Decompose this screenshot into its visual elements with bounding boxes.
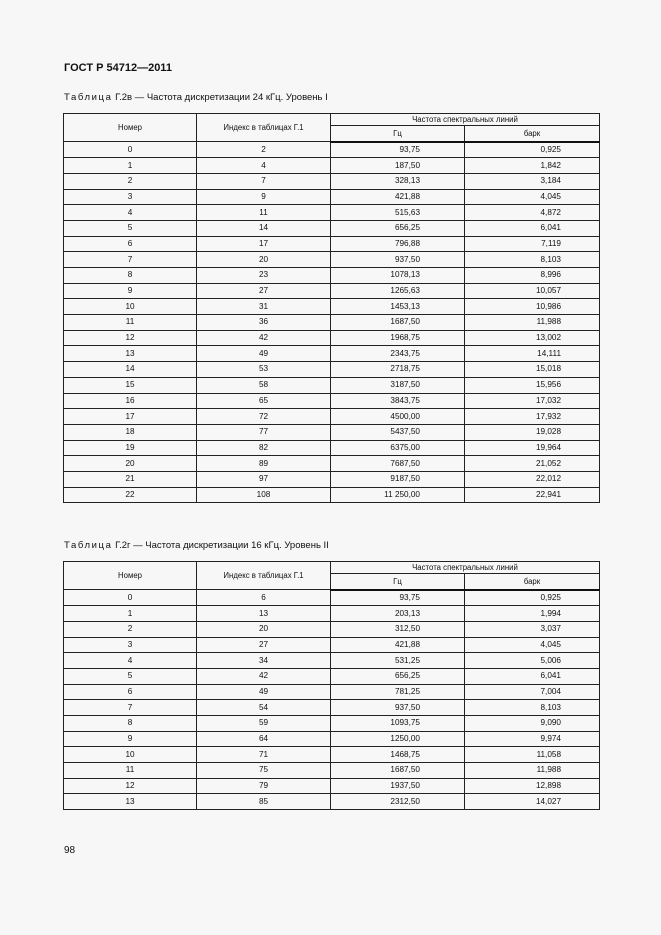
table2-number-cell: 12 xyxy=(64,778,197,794)
table2-header-index: Индекс в таблицах Г.1 xyxy=(197,562,331,590)
table1-bark-cell: 19,028 xyxy=(465,424,600,440)
table2-hz-cell: 93,75 xyxy=(331,590,465,606)
table1-header-number: Номер xyxy=(64,114,197,142)
table2-number-cell: 3 xyxy=(64,637,197,653)
table1-bark-cell: 0,925 xyxy=(465,142,600,158)
table1-number-cell: 2 xyxy=(64,173,197,189)
table1-hz-cell: 2343,75 xyxy=(331,346,465,362)
table2-hz-cell: 312,50 xyxy=(331,621,465,637)
table1-hz-cell: 515,63 xyxy=(331,205,465,221)
table1-index-cell: 4 xyxy=(197,158,331,174)
table1-hz-cell: 1453,13 xyxy=(331,299,465,315)
table1-hz-cell: 5437,50 xyxy=(331,424,465,440)
table1-index-cell: 20 xyxy=(197,252,331,268)
table2-hz-cell: 531,25 xyxy=(331,653,465,669)
table1-hz-cell: 7687,50 xyxy=(331,456,465,472)
table1-bark-cell: 10,986 xyxy=(465,299,600,315)
table1-row xyxy=(64,189,600,205)
table1-header-frequency: Частота спектральных линий xyxy=(331,114,600,126)
table1-bark-cell: 17,932 xyxy=(465,409,600,425)
table1-bark-cell: 7,119 xyxy=(465,236,600,252)
table1-bark-cell: 4,872 xyxy=(465,205,600,221)
page-number: 98 xyxy=(64,845,76,856)
table1-bark-cell: 4,045 xyxy=(465,189,600,205)
table1-row xyxy=(64,158,600,174)
table1-hz-cell: 93,75 xyxy=(331,142,465,158)
table1-hz-cell: 9187,50 xyxy=(331,471,465,487)
table1-index-cell: 77 xyxy=(197,424,331,440)
table1-bark-cell: 15,018 xyxy=(465,362,600,378)
table2-index-cell: 6 xyxy=(197,590,331,606)
table1-index-cell: 53 xyxy=(197,362,331,378)
table2-index-cell: 49 xyxy=(197,684,331,700)
table2-index-cell: 54 xyxy=(197,700,331,716)
table2-index-cell: 42 xyxy=(197,668,331,684)
table1-number-cell: 22 xyxy=(64,487,197,503)
table2-row xyxy=(64,590,600,606)
table2-caption xyxy=(64,540,329,551)
table2-index-cell: 71 xyxy=(197,747,331,763)
table1-row xyxy=(64,268,600,284)
table2-number-cell: 2 xyxy=(64,621,197,637)
table1-index-cell: 58 xyxy=(197,377,331,393)
table2-header-bark: барк xyxy=(465,574,600,590)
table1-hz-cell: 1968,75 xyxy=(331,330,465,346)
table1-caption-label: Таблица xyxy=(64,92,113,103)
table1-hz-cell: 421,88 xyxy=(331,189,465,205)
table2-bark-cell: 9,090 xyxy=(465,716,600,732)
table1-hz-cell: 3843,75 xyxy=(331,393,465,409)
table2-number-cell: 4 xyxy=(64,653,197,669)
table2-index-cell: 13 xyxy=(197,606,331,622)
table2-hz-cell: 1687,50 xyxy=(331,763,465,779)
table2-row xyxy=(64,747,600,763)
table2-number-cell: 10 xyxy=(64,747,197,763)
table1-bark-cell: 22,012 xyxy=(465,471,600,487)
table1-bark-cell: 15,956 xyxy=(465,377,600,393)
table1-number-cell: 15 xyxy=(64,377,197,393)
table1-bark-cell: 14,111 xyxy=(465,346,600,362)
table2-number-cell: 6 xyxy=(64,684,197,700)
table2-body xyxy=(64,590,600,810)
table1-number-cell: 5 xyxy=(64,220,197,236)
table1-bark-cell: 19,964 xyxy=(465,440,600,456)
table1-index-cell: 23 xyxy=(197,268,331,284)
table1-index-cell: 82 xyxy=(197,440,331,456)
table1-index-cell: 17 xyxy=(197,236,331,252)
table2-row xyxy=(64,778,600,794)
table1-number-cell: 9 xyxy=(64,283,197,299)
table1-row xyxy=(64,283,600,299)
table2-number-cell: 5 xyxy=(64,668,197,684)
table2-bark-cell: 3,037 xyxy=(465,621,600,637)
table1-bark-cell: 10,057 xyxy=(465,283,600,299)
table2-number-cell: 8 xyxy=(64,716,197,732)
table2-number-cell: 7 xyxy=(64,700,197,716)
table1-bark-cell: 13,002 xyxy=(465,330,600,346)
table2-bark-cell: 9,974 xyxy=(465,731,600,747)
table2-index-cell: 75 xyxy=(197,763,331,779)
table1-number-cell: 11 xyxy=(64,315,197,331)
table2-hz-cell: 781,25 xyxy=(331,684,465,700)
table1-row xyxy=(64,236,600,252)
table1-row xyxy=(64,471,600,487)
table2-caption-label: Таблица xyxy=(64,540,113,551)
table1-bark-cell: 17,032 xyxy=(465,393,600,409)
table1-bark-cell: 6,041 xyxy=(465,220,600,236)
table2-header-frequency: Частота спектральных линий xyxy=(331,562,600,574)
table1-number-cell: 0 xyxy=(64,142,197,158)
table2-hz-cell: 937,50 xyxy=(331,700,465,716)
table1-row xyxy=(64,440,600,456)
table1-row xyxy=(64,299,600,315)
table1-index-cell: 14 xyxy=(197,220,331,236)
table1-number-cell: 21 xyxy=(64,471,197,487)
table1-number-cell: 13 xyxy=(64,346,197,362)
table2-index-cell: 79 xyxy=(197,778,331,794)
table1-number-cell: 14 xyxy=(64,362,197,378)
table1-hz-cell: 656,25 xyxy=(331,220,465,236)
table1-bark-cell: 21,052 xyxy=(465,456,600,472)
page-header: ГОСТ Р 54712—2011 xyxy=(64,62,172,74)
table2-bark-cell: 0,925 xyxy=(465,590,600,606)
table2-row xyxy=(64,763,600,779)
table2 xyxy=(63,561,600,810)
table2-hz-cell: 2312,50 xyxy=(331,794,465,810)
table2-row xyxy=(64,637,600,653)
table2-bark-cell: 11,988 xyxy=(465,763,600,779)
table1-row xyxy=(64,487,600,503)
table2-bark-cell: 1,994 xyxy=(465,606,600,622)
table1-number-cell: 12 xyxy=(64,330,197,346)
table2-row xyxy=(64,731,600,747)
table1-index-cell: 7 xyxy=(197,173,331,189)
table1-hz-cell: 11 250,00 xyxy=(331,487,465,503)
table1-number-cell: 7 xyxy=(64,252,197,268)
table1-row xyxy=(64,315,600,331)
table1-row xyxy=(64,456,600,472)
table2-hz-cell: 1937,50 xyxy=(331,778,465,794)
table2-caption-text: Г.2г — Частота дискретизации 16 кГц. Уровень II xyxy=(112,540,329,551)
table1-row xyxy=(64,173,600,189)
table1-index-cell: 89 xyxy=(197,456,331,472)
table1-index-cell: 97 xyxy=(197,471,331,487)
table1-index-cell: 31 xyxy=(197,299,331,315)
table1-hz-cell: 4500,00 xyxy=(331,409,465,425)
table1-hz-cell: 3187,50 xyxy=(331,377,465,393)
table2-row xyxy=(64,653,600,669)
table1-number-cell: 19 xyxy=(64,440,197,456)
table1-bark-cell: 1,842 xyxy=(465,158,600,174)
table1-header-bark: барк xyxy=(465,126,600,142)
table1-hz-cell: 796,88 xyxy=(331,236,465,252)
table2-index-cell: 27 xyxy=(197,637,331,653)
table2-number-cell: 0 xyxy=(64,590,197,606)
table2-index-cell: 64 xyxy=(197,731,331,747)
table1-index-cell: 36 xyxy=(197,315,331,331)
table2-row xyxy=(64,621,600,637)
table1-caption-text: Г.2в — Частота дискретизации 24 кГц. Уровень I xyxy=(112,92,328,103)
table2-index-cell: 34 xyxy=(197,653,331,669)
table1-hz-cell: 187,50 xyxy=(331,158,465,174)
table1-row xyxy=(64,362,600,378)
table2-row xyxy=(64,716,600,732)
table1-hz-cell: 1265,63 xyxy=(331,283,465,299)
table1-hz-cell: 328,13 xyxy=(331,173,465,189)
table1-number-cell: 18 xyxy=(64,424,197,440)
table1-header-index: Индекс в таблицах Г.1 xyxy=(197,114,331,142)
table1-index-cell: 108 xyxy=(197,487,331,503)
table1-index-cell: 72 xyxy=(197,409,331,425)
table2-number-cell: 1 xyxy=(64,606,197,622)
table2-number-cell: 9 xyxy=(64,731,197,747)
table2-bark-cell: 6,041 xyxy=(465,668,600,684)
table1-hz-cell: 2718,75 xyxy=(331,362,465,378)
table1-row xyxy=(64,330,600,346)
table1-header-hz: Гц xyxy=(331,126,465,142)
table1-row xyxy=(64,409,600,425)
table2-row xyxy=(64,668,600,684)
table2-hz-cell: 1093,75 xyxy=(331,716,465,732)
table1-index-cell: 2 xyxy=(197,142,331,158)
table1-bark-cell: 8,103 xyxy=(465,252,600,268)
table1-row xyxy=(64,252,600,268)
table1-row xyxy=(64,377,600,393)
table1-index-cell: 65 xyxy=(197,393,331,409)
table1-number-cell: 16 xyxy=(64,393,197,409)
table1-number-cell: 20 xyxy=(64,456,197,472)
table1-row xyxy=(64,142,600,158)
table1-bark-cell: 8,996 xyxy=(465,268,600,284)
table1-number-cell: 6 xyxy=(64,236,197,252)
table1-number-cell: 10 xyxy=(64,299,197,315)
table1-row xyxy=(64,220,600,236)
table1-bark-cell: 22,941 xyxy=(465,487,600,503)
table1 xyxy=(63,113,600,503)
table2-row xyxy=(64,700,600,716)
table1-number-cell: 3 xyxy=(64,189,197,205)
table2-index-cell: 85 xyxy=(197,794,331,810)
table1-number-cell: 4 xyxy=(64,205,197,221)
table2-number-cell: 11 xyxy=(64,763,197,779)
table1-hz-cell: 6375,00 xyxy=(331,440,465,456)
table1-row xyxy=(64,424,600,440)
table1-number-cell: 1 xyxy=(64,158,197,174)
table1-row xyxy=(64,346,600,362)
table1-caption xyxy=(64,92,328,103)
table2-bark-cell: 11,058 xyxy=(465,747,600,763)
table2-bark-cell: 8,103 xyxy=(465,700,600,716)
table2-bark-cell: 7,004 xyxy=(465,684,600,700)
table1-index-cell: 9 xyxy=(197,189,331,205)
table2-hz-cell: 1468,75 xyxy=(331,747,465,763)
table1-bark-cell: 11,988 xyxy=(465,315,600,331)
table1-row xyxy=(64,393,600,409)
table1-index-cell: 49 xyxy=(197,346,331,362)
table1-number-cell: 17 xyxy=(64,409,197,425)
table1-body xyxy=(64,142,600,503)
table1-index-cell: 11 xyxy=(197,205,331,221)
table2-header-number: Номер xyxy=(64,562,197,590)
table2-bark-cell: 4,045 xyxy=(465,637,600,653)
table2-bark-cell: 12,898 xyxy=(465,778,600,794)
table1-bark-cell: 3,184 xyxy=(465,173,600,189)
table2-row xyxy=(64,606,600,622)
table1-index-cell: 42 xyxy=(197,330,331,346)
table1-hz-cell: 937,50 xyxy=(331,252,465,268)
table2-hz-cell: 1250,00 xyxy=(331,731,465,747)
table1-number-cell: 8 xyxy=(64,268,197,284)
table2-row xyxy=(64,794,600,810)
table2-number-cell: 13 xyxy=(64,794,197,810)
table2-index-cell: 20 xyxy=(197,621,331,637)
table2-header-hz: Гц xyxy=(331,574,465,590)
table1-hz-cell: 1078,13 xyxy=(331,268,465,284)
table2-hz-cell: 421,88 xyxy=(331,637,465,653)
table1-hz-cell: 1687,50 xyxy=(331,315,465,331)
table2-hz-cell: 656,25 xyxy=(331,668,465,684)
table2-bark-cell: 5,006 xyxy=(465,653,600,669)
table2-row xyxy=(64,684,600,700)
table2-bark-cell: 14,027 xyxy=(465,794,600,810)
table2-hz-cell: 203,13 xyxy=(331,606,465,622)
table2-index-cell: 59 xyxy=(197,716,331,732)
table1-row xyxy=(64,205,600,221)
table1-index-cell: 27 xyxy=(197,283,331,299)
